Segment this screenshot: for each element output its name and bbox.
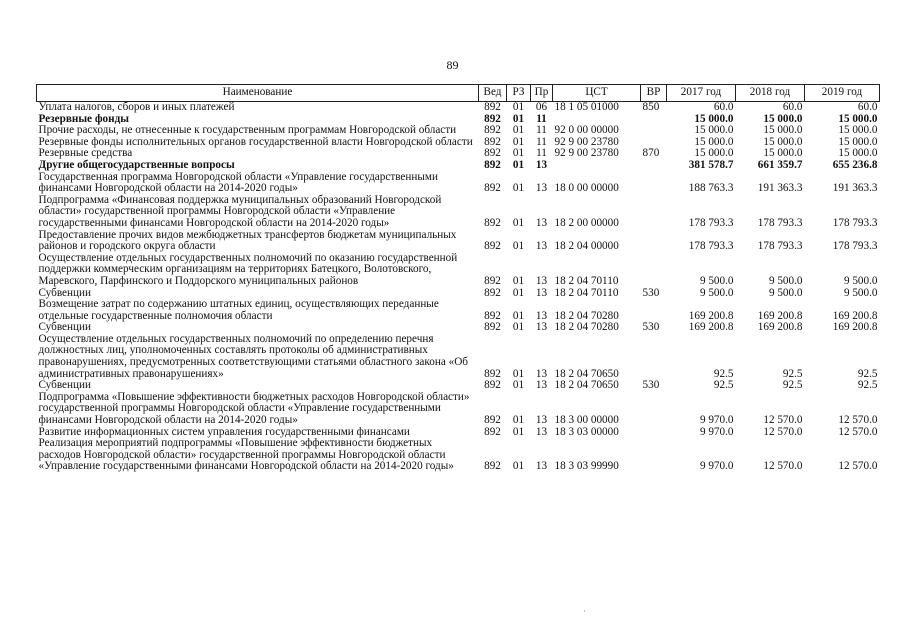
row-2017: 15 000.0 <box>694 147 734 160</box>
row-ved: 892 <box>484 425 501 438</box>
row-cst: 18 3 00 00000 <box>554 414 619 427</box>
row-2018: 191 363.3 <box>757 182 803 195</box>
row-rz: 01 <box>512 124 525 137</box>
row-2018: 92.5 <box>782 379 803 392</box>
row-cst: 18 1 05 01000 <box>554 101 619 113</box>
row-2018: 12 570.0 <box>763 414 803 427</box>
row-2019: 15 000.0 <box>838 135 878 148</box>
row-2019: 15 000.0 <box>838 112 878 125</box>
row-ved: 892 <box>484 460 501 473</box>
row-name: Субвенции <box>38 379 91 392</box>
row-2019: 12 570.0 <box>838 460 878 473</box>
row-2019: 92.5 <box>857 367 878 380</box>
row-2018: 15 000.0 <box>763 147 803 160</box>
row-ved: 892 <box>484 135 501 148</box>
row-cst: 18 2 04 70650 <box>554 379 619 392</box>
row-name: Государственная программа Новгородской области «Управление государственными финансами Новгородской области на 2014-2020 годы» <box>38 170 438 195</box>
row-rz: 01 <box>512 379 525 392</box>
row-name: Осуществление отдельных государственных полномочий по определению перечня должностных лиц, уполномоченных составлять протоколы об административных правонарушениях, предусмотренных соответствующими статьями областного закона «Об административных правонарушениях» <box>38 332 468 380</box>
row-rz: 01 <box>512 414 525 427</box>
row-name: Подпрограмма «Финансовая поддержка муниципальных образований Новгородской области» государственной программы Новгородской области «Управление государственными финансами Новгородской области на 2014-2020 годы» <box>38 193 442 229</box>
row-2018: 9 500.0 <box>768 274 803 287</box>
row-name: Другие общегосударственные вопросы <box>38 158 235 171</box>
row-2019: 92.5 <box>857 379 878 392</box>
row-rz: 01 <box>512 135 525 148</box>
row-ved: 892 <box>484 240 501 253</box>
header-name: Наименование <box>37 85 479 102</box>
row-2019: 15 000.0 <box>838 147 878 160</box>
row-name: Прочие расходы, не отнесенные к государственным программам Новгородской области <box>38 124 457 137</box>
row-cst: 92 9 00 23780 <box>554 147 619 160</box>
header-pr: Пр <box>531 85 553 102</box>
row-rz: 01 <box>512 101 525 113</box>
row-cst: 18 2 04 70110 <box>554 286 619 299</box>
row-2017: 9 500.0 <box>699 286 734 299</box>
row-ved: 892 <box>484 112 501 125</box>
row-pr: 13 <box>535 379 548 392</box>
row-vr <box>641 253 667 288</box>
row-pr: 13 <box>535 240 548 253</box>
row-vr: 530 <box>642 379 660 392</box>
row-cst: 18 2 04 00000 <box>554 240 619 253</box>
row-vr <box>641 438 667 473</box>
row-2019: 60.0 <box>857 101 878 113</box>
table-row <box>37 102 880 114</box>
row-2017: 381 578.7 <box>688 158 734 171</box>
row-cst: 18 2 04 70280 <box>554 321 619 334</box>
row-pr: 13 <box>535 414 548 427</box>
row-name: Резервные фонды исполнительных органов государственной власти Новгородской области <box>38 135 473 148</box>
table-row <box>37 195 880 230</box>
row-2018: 178 793.3 <box>757 216 803 229</box>
row-2018: 169 200.8 <box>757 309 803 322</box>
row-vr <box>641 160 667 172</box>
row-cst: 18 0 00 00000 <box>554 182 619 195</box>
row-name: Реализация мероприятий подпрограммы «Повышение эффективности бюджетных расходов Новгородской области» государственной программы Новгородской области «Управление государственными финансами Новгородской области на 2014-2020 годы» <box>38 437 454 473</box>
row-2018: 60.0 <box>782 101 803 113</box>
row-pr: 13 <box>535 425 548 438</box>
row-cst: 18 2 04 70650 <box>554 367 619 380</box>
row-2018: 15 000.0 <box>763 135 803 148</box>
row-pr: 13 <box>535 309 548 322</box>
row-rz: 01 <box>512 112 525 125</box>
row-vr: 530 <box>642 321 660 334</box>
row-pr: 11 <box>536 147 547 160</box>
row-rz: 01 <box>512 147 525 160</box>
row-ved: 892 <box>484 216 501 229</box>
row-vr <box>641 392 667 427</box>
row-2017: 9 970.0 <box>699 460 734 473</box>
header-rz: РЗ <box>507 85 531 102</box>
row-2019: 15 000.0 <box>838 124 878 137</box>
row-ved: 892 <box>484 321 501 334</box>
row-cst: 18 3 03 99990 <box>554 460 619 473</box>
header-2018: 2018 год <box>736 85 805 102</box>
row-2018: 12 570.0 <box>763 460 803 473</box>
row-2017: 92.5 <box>713 379 734 392</box>
row-name: Резервные фонды <box>38 112 129 125</box>
row-rz: 01 <box>512 274 525 287</box>
row-pr: 13 <box>535 158 548 171</box>
row-cst: 18 2 04 70110 <box>554 274 619 287</box>
row-2018: 92.5 <box>782 367 803 380</box>
row-rz: 01 <box>512 321 525 334</box>
row-name: Предоставление прочих видов межбюджетных трансфертов бюджетам муниципальных районов и городского округа области <box>38 228 457 253</box>
row-name: Осуществление отдельных государственных полномочий по оказанию государственной поддержки коммерческим организациям на территориях Батецкого, Волотовского, Маревского, Парфинского и Поддорского муниципальных районов <box>38 251 458 287</box>
row-cst: 18 3 03 00000 <box>554 425 619 438</box>
row-ved: 892 <box>484 309 501 322</box>
header-vr: ВР <box>641 85 667 102</box>
table-row <box>37 334 880 380</box>
row-ved: 892 <box>484 147 501 160</box>
row-ved: 892 <box>484 414 501 427</box>
table-row <box>37 172 880 195</box>
row-pr: 11 <box>536 135 547 148</box>
row-2018: 178 793.3 <box>757 240 803 253</box>
row-2018: 169 200.8 <box>757 321 803 334</box>
row-ved: 892 <box>484 101 501 113</box>
page-number: 89 <box>446 58 459 72</box>
row-2017: 9 970.0 <box>699 414 734 427</box>
row-pr: 13 <box>535 321 548 334</box>
row-pr: 13 <box>535 367 548 380</box>
row-cst: 18 2 04 70280 <box>554 309 619 322</box>
row-ved: 892 <box>484 379 501 392</box>
row-vr <box>641 172 667 195</box>
row-cst: 18 2 00 00000 <box>554 216 619 229</box>
row-rz: 01 <box>512 460 525 473</box>
row-vr <box>641 299 667 322</box>
row-name: Подпрограмма «Повышение эффективности бюджетных расходов Новгородской области» государственной программы Новгородской области «Управление государственными финансами Новгородской области на 2014-2020 годы» <box>38 390 470 427</box>
row-vr: 530 <box>642 286 660 299</box>
row-vr <box>641 114 667 126</box>
row-2017: 178 793.3 <box>688 240 734 253</box>
row-rz: 01 <box>512 286 525 299</box>
header-ved: Вед <box>479 85 507 102</box>
row-pr: 11 <box>536 124 547 137</box>
table-row <box>37 438 880 473</box>
row-pr: 06 <box>535 101 548 113</box>
row-2017: 15 000.0 <box>694 112 734 125</box>
row-rz: 01 <box>512 240 525 253</box>
row-pr: 13 <box>535 216 548 229</box>
row-name: Уплата налогов, сборов и иных платежей <box>38 101 235 113</box>
header-2017: 2017 год <box>667 85 736 102</box>
row-2017: 15 000.0 <box>694 124 734 137</box>
table-row <box>37 160 880 172</box>
row-2019: 169 200.8 <box>832 309 878 322</box>
row-rz: 01 <box>512 367 525 380</box>
row-vr <box>641 125 667 137</box>
row-rz: 01 <box>512 216 525 229</box>
row-name: Резервные средства <box>38 147 133 160</box>
row-name: Субвенции <box>38 321 91 334</box>
table-row <box>37 230 880 253</box>
row-pr: 11 <box>536 112 547 125</box>
row-pr: 13 <box>535 460 548 473</box>
row-2017: 9 970.0 <box>699 425 734 438</box>
row-2017: 169 200.8 <box>688 309 734 322</box>
row-rz: 01 <box>512 158 525 171</box>
row-2018: 15 000.0 <box>763 112 803 125</box>
row-cst: 92 0 00 00000 <box>554 124 619 137</box>
table-header <box>37 85 880 102</box>
row-ved: 892 <box>484 274 501 287</box>
row-rz: 01 <box>512 182 525 195</box>
row-vr: 870 <box>642 147 660 160</box>
row-vr <box>641 334 667 380</box>
row-pr: 13 <box>535 274 548 287</box>
row-2018: 12 570.0 <box>763 425 803 438</box>
row-2019: 12 570.0 <box>838 414 878 427</box>
scan-artifact-mark: · <box>583 606 586 616</box>
table-row <box>37 392 880 427</box>
row-ved: 892 <box>484 286 501 299</box>
row-2019: 178 793.3 <box>832 240 878 253</box>
header-row <box>37 85 880 102</box>
budget-table <box>36 84 880 473</box>
row-2018: 15 000.0 <box>763 124 803 137</box>
row-2017: 188 763.3 <box>688 182 734 195</box>
row-2017: 60.0 <box>713 101 734 113</box>
header-cst: ЦСТ <box>553 85 641 102</box>
row-rz: 01 <box>512 425 525 438</box>
row-vr <box>641 230 667 253</box>
header-2019: 2019 год <box>805 85 880 102</box>
row-name: Возмещение затрат по содержанию штатных единиц, осуществляющих переданные отдельные государственные полномочия области <box>38 298 439 322</box>
row-vr <box>641 427 667 439</box>
table-row <box>37 253 880 288</box>
row-ved: 892 <box>484 124 501 137</box>
row-2017: 178 793.3 <box>688 216 734 229</box>
row-2019: 655 236.8 <box>832 158 878 171</box>
row-ved: 892 <box>484 367 501 380</box>
table-row <box>37 137 880 149</box>
row-ved: 892 <box>484 182 501 195</box>
row-vr <box>641 195 667 230</box>
row-cst <box>553 160 641 172</box>
row-2017: 9 500.0 <box>699 274 734 287</box>
table-body <box>37 102 880 474</box>
row-2019: 191 363.3 <box>832 182 878 195</box>
row-pr: 13 <box>535 286 548 299</box>
row-cst: 92 9 00 23780 <box>554 135 619 148</box>
row-2018: 9 500.0 <box>768 286 803 299</box>
row-2019: 12 570.0 <box>838 425 878 438</box>
row-2017: 15 000.0 <box>694 135 734 148</box>
row-ved: 892 <box>484 158 501 171</box>
row-name: Субвенции <box>38 286 91 299</box>
table-row <box>37 299 880 322</box>
row-2019: 169 200.8 <box>832 321 878 334</box>
row-rz: 01 <box>512 309 525 322</box>
row-2019: 9 500.0 <box>843 286 878 299</box>
row-name: Развитие информационных систем управления государственными финансами <box>38 425 410 438</box>
row-2017: 169 200.8 <box>688 321 734 334</box>
row-pr: 13 <box>535 182 548 195</box>
row-2017: 92.5 <box>713 367 734 380</box>
row-2018: 661 359.7 <box>757 158 803 171</box>
row-vr: 850 <box>642 101 660 113</box>
row-2019: 9 500.0 <box>843 274 878 287</box>
row-2019: 178 793.3 <box>832 216 878 229</box>
